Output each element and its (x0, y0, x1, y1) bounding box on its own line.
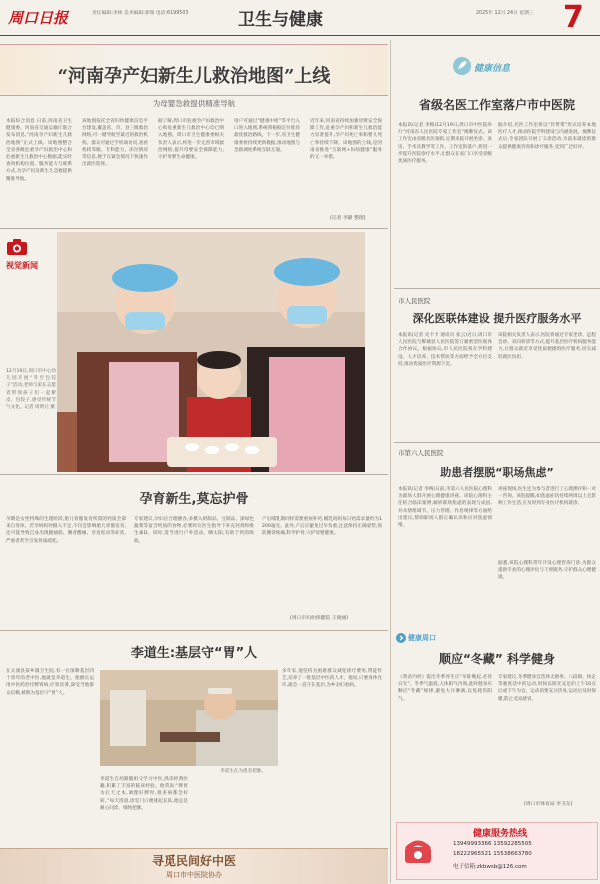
zhongyi-story (394, 96, 600, 281)
hotline-box (396, 822, 598, 880)
fuyou-col2: 专家建议,孕妇应合理膳食,多摄入奶制品、豆制品、深绿色蔬菜等富含钙质的食物,必要时在医生指导下补充钙剂和维生素D。同时,适当进行户外活动、晒太阳,有助于钙的吸收。 (134, 517, 254, 544)
hotline-email: 电子信箱:zkbwsb@126.com (453, 864, 527, 870)
top-story-col4: 用户可通过“健康中原”等平台入口进入地图,系统将根据定位推荐最优救治路线。下一步,省卫生健康委将持续更新数据,推动地图与急救调度系统互联互通。 (234, 119, 300, 153)
liuyuan-col1: 本报讯(记者 李梅)日前,市第六人民医院心理科为职场人群开展心理健康讲座。该院心理科主任结合临床案例,解析职场焦虑的表现与成因,并从情绪调节、压力管理、作息规律等方面给出建议,帮助职场人群正确认识和应对焦虑情绪。 (398, 487, 492, 529)
fuyou-col3: 产后哺乳期同样需要重视补钙,哺乳妈妈每日钙需求量约为1200毫克。此外,产后应避免过早负重,注意保持正确姿势,预防腰背疼痛,科学护骨,守护母婴健康。 (262, 517, 382, 537)
feature-top-rule (0, 630, 388, 631)
liuyuan-headline: 助患者摆脱“职场焦虑” (440, 466, 554, 479)
photo-top-rule (0, 228, 388, 229)
phone-icon (403, 837, 433, 867)
renmin-section-label: 市人民医院 (398, 297, 431, 305)
jiankang-col2: 专家建议,冬季健身宜选择太极拳、八段锦、快走等强度适中的运动,时间以阳光充足的上午10点后或下午为宜。运动前要充分热身,运动后及时保暖,防止受凉感冒。 (498, 675, 596, 702)
banner-title: 寻觅民间好中医 (151, 854, 236, 868)
column-divider (390, 40, 391, 883)
renmin-section-rule (394, 288, 600, 289)
liuyuan-section (394, 448, 600, 628)
masthead-meta: 责任编辑:李林 美术编辑:郭瑞 电话:6199503 (92, 11, 189, 16)
top-story-col5: 近年来,河南省持续加强母婴安全保障工作,危重孕产妇和新生儿救治能力显著提升,孕产妇死亡率和婴儿死亡率持续下降。该地图的上线,是河南省推进“互联网+妇幼健康”服务的又一举措。 (310, 119, 382, 161)
hotline-title: 健康服务热线 (473, 829, 528, 839)
jiankang-col1: 《黄帝内经》提出冬季养生应“早卧晚起,必待日光”。冬季气温低,人体阳气内敛,此时健身应顺应“冬藏”规律,避免大汗淋漓,以免耗伤阳气。 (398, 675, 492, 702)
top-story-col3: 据了解,周口市危重孕产妇救治中心和危重新生儿救治中心均已纳入地图。周口市卫生健康委相关负责人表示,将进一步完善市域救治网络,提升母婴安全保障能力,守护母婴生命健康。 (158, 119, 224, 161)
fuyou-top-rule (0, 474, 388, 475)
feature-col3: 多年来,他坚持为困难群众减免诊疗费用,带徒传艺,培养了一批基层中医药人才。他说,只要身体允许,就会一直守在基层,为乡亲们看病。 (282, 669, 382, 689)
feature-col2: 李道生自幼跟随祖父学习中医,熟读经典医籍,积累了丰富的临床经验。他常说:“脾胃为后天之本,调理好脾胃,很多病都会好转。”每天清晨,诊室门口便排起长队,他总是耐心问诊、细致把脉。 (100, 777, 188, 811)
feature-story (0, 634, 388, 844)
top-story-col1: 本报综合消息 日前,河南省卫生健康委、河南省交通运输厅联合发布消息,“河南孕产妇新生儿救治地图”正式上线。该地图整合全省各级危重孕产妇救治中心和危重新生儿救治中心数据,能实时查询机构位置、服务能力与联系方式,为孕产妇及新生儿急救提供精准导航。 (6, 119, 72, 182)
feature-photo-caption: 李道生在为患者把脉。 (220, 769, 266, 774)
feature-col1: 在太康县某乡镇卫生院,有一位深耕基层四十余年的老中医,他就是李道生。他擅长运用中医药治疗脾胃病,疗效显著,深受当地群众信赖,被称为基层守“胃”人。 (6, 669, 94, 696)
newspaper-logo: 周口日报 (8, 9, 69, 27)
hotline-numbers-1: 13949993366 13592285505 (453, 841, 532, 847)
renmin-headline: 深化医联体建设 提升医疗服务水平 (412, 312, 582, 325)
photo-news-caption: 12月19日,周口市中心幼儿园开展“冬至包饺子”活动,老师与家长志愿者带领孩子们一起擀皮、包饺子,感受传统节气文化。记者 周明元 摄 (6, 369, 56, 411)
jiankang-section (394, 632, 600, 818)
issue-date: 2025年 12月 24日 星期三 (476, 11, 534, 16)
top-story-col2: 该地图依托全省妇幼健康信息平台建设,覆盖省、市、县三级救治网络,可一键导航至最近的救治机构。群众可通过手机端访问,查看机构等级、专科能力、床位情况等信息,便于在紧急情况下快速作出就医选择。 (82, 119, 148, 168)
fuyou-col1: 孕期是女性特殊的生理阶段,胎儿骨骼发育所需的钙质全部来自母体。若孕妈妈钙摄入不足,不仅会影响胎儿骨骼发育,还可能导致自身出现腿抽筋、腰背酸痛、牙齿松动等症状,严重者甚至引发骨质疏松。 (6, 517, 126, 544)
renmin-col2: 该院相关负责人表示,医院将通过专家坐诊、远程会诊、双向转诊等方式,提升基层医疗机构服务能力,让群众就近享受优质便捷的医疗服务,切实减轻就医负担。 (498, 333, 596, 360)
fuyou-headline: 孕育新生,莫忘护骨 (139, 492, 249, 507)
top-story-headline: “河南孕产妇新生儿救治地图”上线 (57, 66, 331, 87)
masthead (0, 0, 600, 40)
fuyou-byline: (周口市妇幼保健院 王晓丽) (290, 616, 349, 621)
camera-icon (6, 238, 28, 256)
feature-headline: 李道生:基层守“胃”人 (130, 646, 258, 661)
masthead-rule (0, 35, 600, 36)
health-info-tag (452, 56, 548, 78)
zhongyi-headline: 省级名医工作室落户市中医院 (418, 98, 575, 112)
health-info-label: 健康信息 (474, 64, 511, 74)
renmin-col1: 本报讯(记者 史卡卡 通讯员 张云)近日,周口市人民医院与郸城县人民医院签订紧密型医联体合作协议。根据协议,市人民医院将在学科建设、人才培养、技术帮扶等方面给予全方位支持,推动优质医疗资源下沉。 (398, 333, 492, 367)
fuyou-story (0, 480, 388, 660)
page-number: 7 (563, 0, 584, 35)
jiankang-label-box (396, 632, 486, 644)
photo-news-label: 视觉新闻 (6, 261, 38, 270)
hotline-numbers-2: 18222965521 15538663780 (453, 851, 532, 857)
liuyuan-section-rule (394, 442, 600, 443)
photo-dumplings (57, 232, 365, 472)
top-story-subhead: 为母婴急救提供精准导航 (152, 99, 236, 108)
zhongyi-col2: 据介绍,名医工作室将以“传帮带”形式培养本地医疗人才,推动医院学科建设与内涵发展。揭牌仪式后,专家团队开展了义诊活动,为前来就诊的群众提供健康咨询和诊疗服务,受到广泛好评。 (498, 123, 596, 150)
feature-photo (100, 670, 278, 766)
jiankang-byline: (周口市体育局 李卫东) (524, 802, 573, 807)
bottom-banner (0, 848, 388, 884)
jiankang-section-label: 健康周口 (408, 634, 436, 642)
renmin-section (394, 296, 600, 436)
top-story-byline: (记者 李静 整理) (330, 216, 366, 221)
leaf-icon (452, 56, 472, 76)
top-story (0, 42, 388, 227)
zhongyi-col1: 本报讯(记者 李梅)12月19日,周口市中医院举行“河南省人民医院专家工作室”揭牌仪式。该工作室由省级名医领衔,定期来院开展坐诊、查房、手术及教学等工作。工作室的落户,将进一步提升医院诊疗水平,让群众在家门口享受省级优质医疗服务。 (398, 123, 492, 165)
liuyuan-section-label: 市第六人民医院 (398, 449, 444, 457)
chevron-right-icon (396, 633, 406, 643)
jiankang-headline: 顺应“冬藏” 科学健身 (439, 652, 555, 666)
section-title: 卫生与健康 (238, 10, 323, 30)
liuyuan-col2: 讲座现场,医生还为参与者进行了心理测评和一对一咨询。该院提醒,如焦虑症状持续两周以上且影响工作生活,应及时到专业医疗机构就诊。 (498, 487, 596, 507)
banner-sub: 周口市中医院协办 (166, 871, 222, 879)
liuyuan-col3: 据悉,该院心理科常年开设心理咨询门诊,为群众提供专业的心理评估与干预服务,守护群众心理健康。 (498, 561, 596, 581)
